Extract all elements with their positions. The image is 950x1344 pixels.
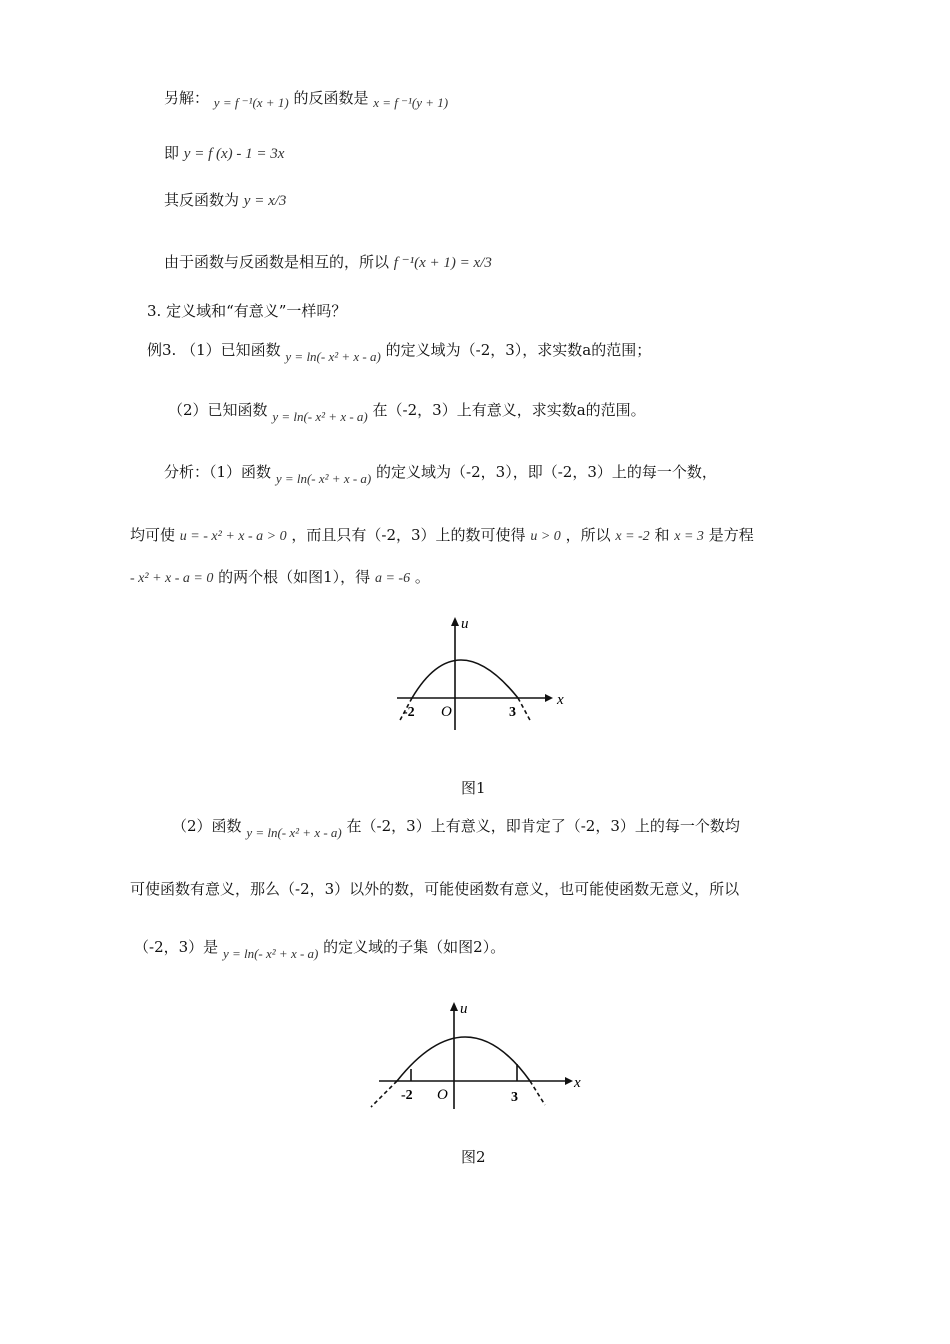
formula: y = ln(- x² + x - a) xyxy=(222,946,319,961)
origin-label: O xyxy=(441,704,452,720)
figure-1-caption: 图1 xyxy=(461,779,486,797)
text: 均可使 xyxy=(130,526,176,544)
x-axis-arrow xyxy=(565,1077,573,1085)
parabola-dashed-right xyxy=(530,1081,545,1105)
text: 是方程 xyxy=(708,526,754,544)
text: 的定义域的子集（如图2）。 xyxy=(323,938,506,956)
parabola-solid xyxy=(412,660,518,698)
text-line xyxy=(172,816,740,840)
tick-label-3: 3 xyxy=(511,1090,518,1105)
text-line xyxy=(168,400,646,424)
text: 。 xyxy=(414,568,430,586)
text: 的两个根（如图1），得 xyxy=(218,568,371,586)
text-line xyxy=(147,340,652,364)
parabola-dashed-left xyxy=(371,1081,397,1107)
formula: u = - x² + x - a > 0 xyxy=(179,529,287,544)
formula: a = -6 xyxy=(374,571,411,586)
u-label: u xyxy=(461,616,469,632)
x-axis-arrow xyxy=(545,694,553,702)
formula: u > 0 xyxy=(530,529,561,544)
formula: y = f (x) - 1 = 3x xyxy=(183,146,285,162)
text: 在（-2，3）上有意义，求实数a的范围。 xyxy=(372,401,646,419)
figure-2-caption: 图2 xyxy=(461,1148,486,1166)
figure-2-graph xyxy=(363,997,588,1115)
text: 例3. （1）已知函数 xyxy=(147,341,281,359)
formula: x = -2 xyxy=(615,529,650,544)
u-label: u xyxy=(460,1001,468,1017)
text: （-2，3）是 xyxy=(134,938,219,956)
text-line xyxy=(164,88,448,109)
text: （2）函数 xyxy=(172,817,242,835)
formula: x = 3 xyxy=(674,529,704,544)
text: 在（-2，3）上有意义，即肯定了（-2，3）上的每一个数均 xyxy=(346,817,740,835)
text-line xyxy=(164,252,492,273)
text: ，而且只有（-2，3）上的数可使得 xyxy=(291,526,526,544)
text: 的定义域为（-2，3），求实数a的范围； xyxy=(385,341,652,359)
text: 和 xyxy=(654,526,670,544)
text-line xyxy=(164,462,717,486)
tick-label-3: 3 xyxy=(509,705,516,720)
formula: - x² + x - a = 0 xyxy=(130,571,214,586)
x-label: x xyxy=(574,1075,581,1091)
text-line xyxy=(130,525,754,547)
parabola-dashed-right xyxy=(518,698,531,722)
text: 另解： xyxy=(164,89,210,107)
tick-label-neg2: -2 xyxy=(403,705,415,720)
text: ，所以 xyxy=(565,526,611,544)
text-line: 可使函数有意义，那么（-2，3）以外的数，可能使函数有意义，也可能使函数无意义，所以 xyxy=(130,880,740,898)
text: 的定义域为（-2，3），即（-2，3）上的每一个数， xyxy=(376,463,717,481)
text-line xyxy=(134,937,506,961)
text: 的反函数是 xyxy=(293,89,369,107)
text: （2）已知函数 xyxy=(168,401,268,419)
x-label: x xyxy=(557,692,564,708)
text: 其反函数为 xyxy=(164,191,240,209)
formula: y = f ⁻¹(x + 1) xyxy=(213,95,289,110)
text: 分析：（1）函数 xyxy=(164,463,272,481)
text: 即 xyxy=(164,144,180,162)
text-line xyxy=(164,143,284,164)
figure-1-graph xyxy=(385,612,575,737)
u-axis-arrow xyxy=(451,617,459,626)
formula: y = ln(- x² + x - a) xyxy=(272,409,368,424)
text-line xyxy=(130,567,430,589)
text: 由于函数与反函数是相互的，所以 xyxy=(164,253,390,271)
origin-label: O xyxy=(437,1087,448,1103)
tick-label-neg2: -2 xyxy=(401,1088,413,1103)
formula: f ⁻¹(x + 1) = x/3 xyxy=(393,255,492,271)
formula: x = f ⁻¹(y + 1) xyxy=(373,95,449,110)
section-heading: 3. 定义域和“有意义”一样吗？ xyxy=(147,302,347,320)
formula: y = x/3 xyxy=(243,193,287,209)
parabola-solid xyxy=(397,1037,530,1081)
formula: y = ln(- x² + x - a) xyxy=(285,349,381,364)
u-axis-arrow xyxy=(450,1002,458,1011)
formula: y = ln(- x² + x - a) xyxy=(246,825,342,840)
formula: y = ln(- x² + x - a) xyxy=(275,471,372,486)
text-line xyxy=(164,190,286,211)
